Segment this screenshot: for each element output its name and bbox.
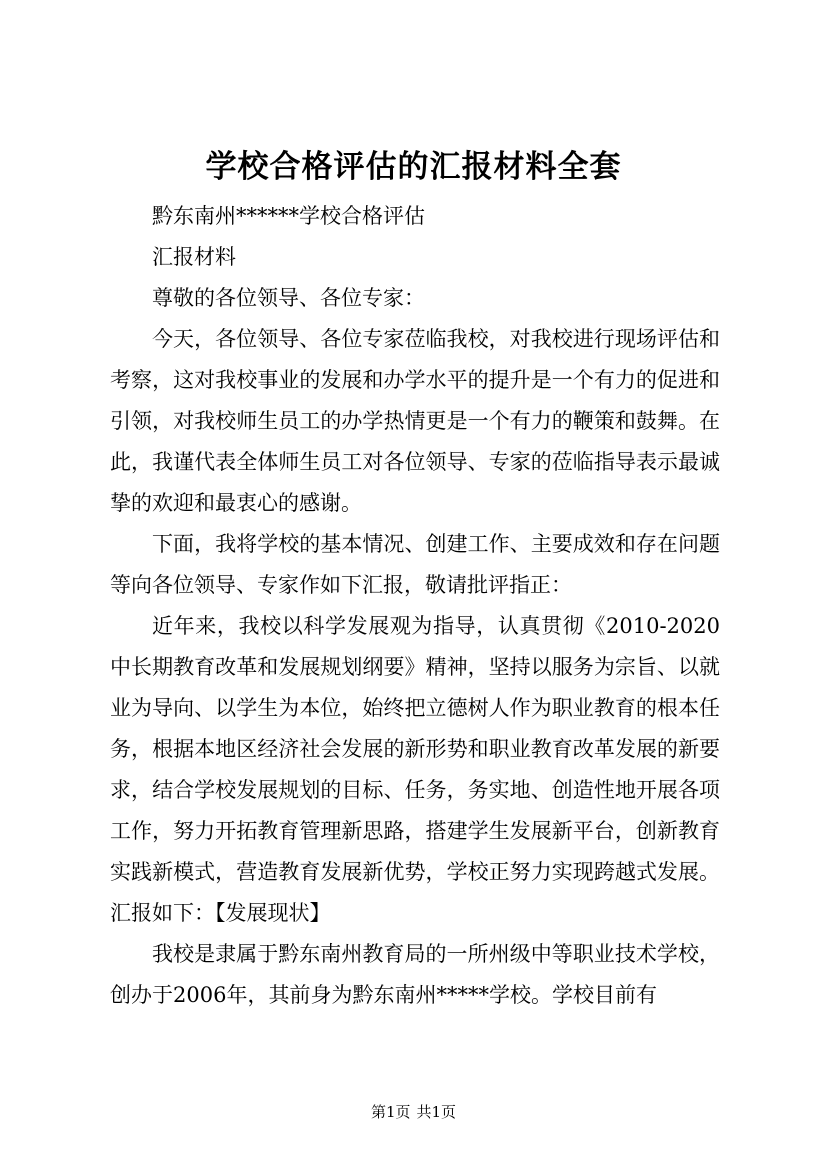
page-footer	[0, 1102, 827, 1122]
paragraph-outline: 下面，我将学校的基本情况、创建工作、主要成效和存在问题等向各位领导、专家作如下汇报，敬请批评指正：	[110, 532, 720, 597]
paragraph-school-name: 黔东南州******学校合格评估	[152, 204, 425, 228]
paragraph-overview: 近年来，我校以科学发展观为指导，认真贯彻《2010-2020中长期教育改革和发展规划纲要》精神，坚持以服务为宗旨、以就业为导向、以学生为本位，始终把立德树人作为职业教育的根本任务，根据本地区经济社会发展的新形势和职业教育改革发展的新要求，结合学校发展规划的目标、任务，务实地、创造性地开展各项工作，努力开拓教育管理新思路，搭建学生发展新平台，创新教育实践新模式，营造教育发展新优势，学校正努力实现跨越式发展。汇报如下：【发展现状】	[110, 614, 720, 925]
paragraph-report-label: 汇报材料	[152, 245, 236, 269]
document-title: 学校合格评估的汇报材料全套	[205, 149, 622, 185]
page-number: 第1页	[370, 1103, 411, 1121]
paragraph-welcome: 今天，各位领导、各位专家莅临我校，对我校进行现场评估和考察，这对我校事业的发展和办学水平的提升是一个有力的促进和引领，对我校师生员工的办学热情更是一个有力的鞭策和鼓舞。在此，我谨代表全体师生员工对各位领导、专家的莅临指导表示最诚挚的欢迎和最衷心的感谢。	[110, 327, 720, 515]
paragraph-school-history: 我校是隶属于黔东南州教育局的一所州级中等职业技术学校，创办于2006年，其前身为黔东南州*****学校。学校目前有	[110, 942, 720, 1007]
page-total: 共1页	[416, 1103, 457, 1121]
document-body	[110, 196, 720, 1016]
paragraph-salutation: 尊敬的各位领导、各位专家：	[152, 286, 425, 310]
